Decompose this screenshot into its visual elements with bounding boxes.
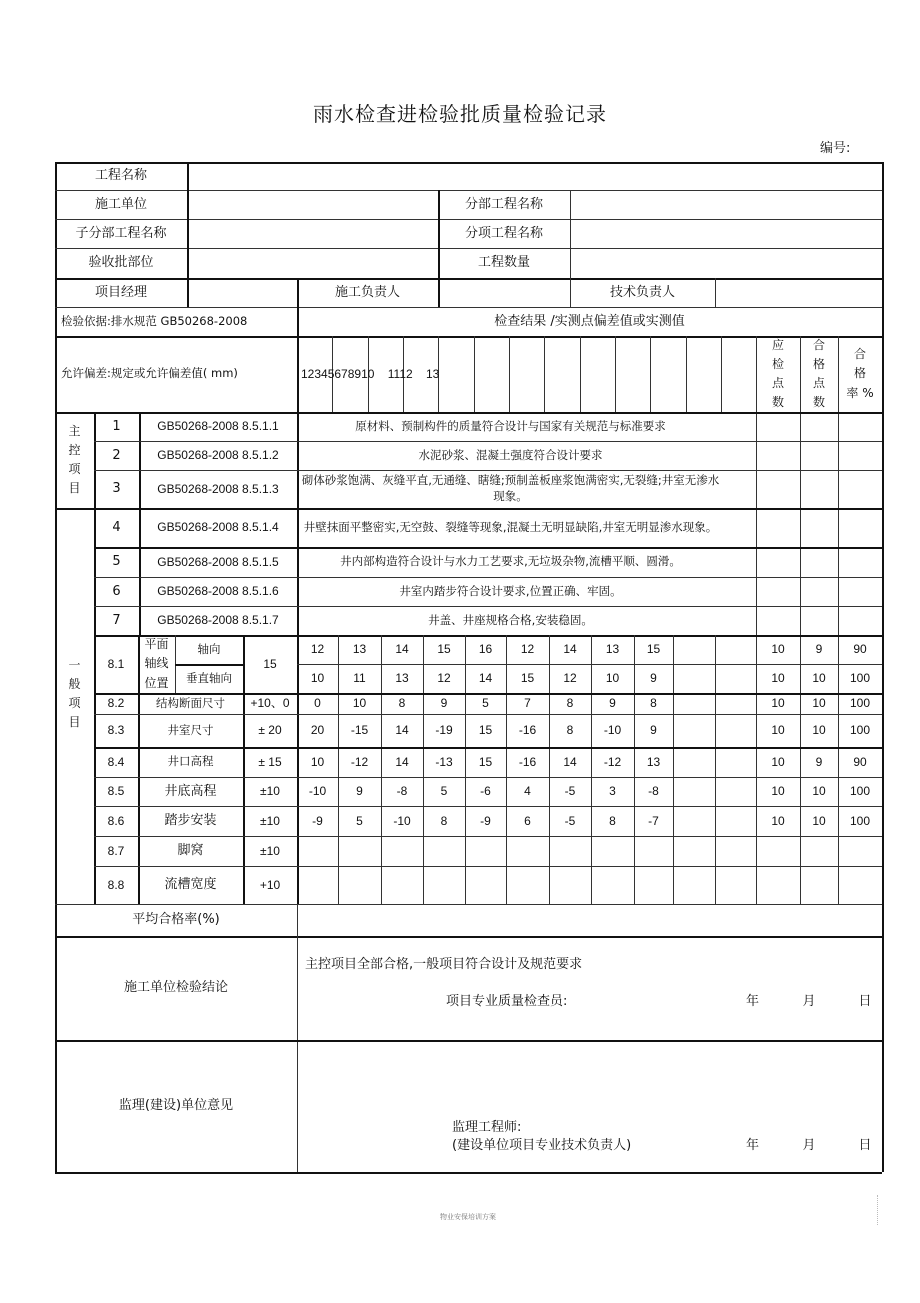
passed-count[interactable]: 10	[812, 813, 826, 828]
construction-conclusion-text: 主控项目全部合格,一般项目符合设计及规范要求	[305, 957, 583, 973]
passed-count[interactable]	[800, 836, 838, 866]
project-manager-field[interactable]	[187, 278, 297, 307]
measured-value[interactable]	[715, 777, 756, 806]
should-check-count[interactable]: 10	[771, 723, 785, 738]
measured-value[interactable]	[297, 866, 338, 904]
measured-value[interactable]: -10	[308, 784, 327, 799]
inspection-basis: 检验依据:排水规范 GB50268-2008	[61, 313, 248, 328]
qualified-points-header-char: 数	[812, 395, 825, 410]
measured-item-no: 8.7	[107, 843, 125, 858]
measured-item-no: 8.8	[107, 877, 125, 892]
supervision-opinion-label: 监理(建设)单位意见	[118, 1098, 234, 1114]
measured-value[interactable]	[715, 866, 756, 904]
measured-value[interactable]: -19	[435, 723, 453, 738]
sub-sub-project-field[interactable]	[187, 219, 438, 248]
measured-value[interactable]: -16	[518, 723, 537, 738]
measured-value[interactable]: -7	[648, 813, 659, 828]
measured-value[interactable]: 7	[524, 696, 531, 711]
table-rule-v	[650, 336, 651, 412]
general-item-code: GB50268-2008 8.5.1.5	[157, 554, 279, 569]
measured-item-no: 8.4	[107, 754, 125, 769]
pass-rate[interactable]: 90	[853, 642, 867, 657]
measured-value[interactable]	[715, 714, 756, 747]
measured-value[interactable]: 5	[356, 813, 363, 828]
main-control-item-text: 水泥砂浆、混凝土强度符合设计要求	[418, 447, 603, 462]
table-rule-v	[580, 336, 581, 412]
should-check-count[interactable]	[756, 866, 800, 904]
should-check-header	[756, 338, 800, 410]
table-rule-v	[615, 336, 616, 412]
measured-value[interactable]: -6	[480, 784, 491, 799]
date-year-label: 年	[745, 994, 759, 1010]
measured-value[interactable]: -10	[393, 813, 411, 828]
general-item-no: 7	[112, 612, 121, 628]
measured-tolerance: +10	[259, 877, 281, 892]
general-item-text: 井盖、井座规格合格,安装稳固。	[428, 612, 593, 627]
qualified-points-header-char: 合	[812, 337, 825, 352]
measured-value[interactable]	[715, 693, 756, 714]
sub-project-field[interactable]	[570, 190, 882, 219]
measured-value[interactable]: 15	[646, 642, 661, 657]
general-item-text: 井壁抹面平整密实,无空鼓、裂缝等现象,混凝土无明显缺陷,井室无明显渗水现象。	[303, 519, 718, 534]
construction-unit-field[interactable]	[187, 190, 438, 219]
general-item-code: GB50268-2008 8.5.1.6	[157, 584, 279, 599]
measured-value[interactable]	[591, 836, 634, 866]
table-rule-v	[544, 336, 545, 412]
item-project-field[interactable]	[570, 219, 882, 248]
batch-location-field[interactable]	[187, 248, 438, 278]
measured-value[interactable]: 10	[310, 671, 325, 686]
measured-value[interactable]: 5	[440, 784, 448, 799]
measured-value[interactable]: 20	[310, 723, 325, 738]
measured-value[interactable]: 15	[437, 642, 451, 657]
general-item-text: 井室内踏步符合设计要求,位置正确、牢固。	[399, 583, 622, 598]
tolerance-header: 允许偏差:规定或允许偏差值( mm)	[61, 366, 238, 381]
measured-value[interactable]	[506, 866, 549, 904]
measured-value[interactable]: 12	[310, 642, 325, 657]
qualified-rate-header	[838, 338, 882, 410]
plane-axis-name-char: 位置	[144, 675, 169, 690]
sub-sub-project-label: 子分部工程名称	[75, 225, 167, 241]
measured-value[interactable]: 8	[440, 813, 448, 828]
general-items-label	[55, 608, 94, 780]
technical-lead-label: 技术负责人	[609, 284, 675, 300]
pass-rate[interactable]: 100	[849, 813, 871, 828]
date-day-label: 日	[858, 1138, 872, 1154]
measured-value[interactable]	[715, 635, 756, 664]
measured-tolerance: 15	[263, 656, 277, 671]
measured-value[interactable]: 9	[650, 723, 657, 738]
batch-location-label: 验收批部位	[88, 255, 154, 271]
construction-conclusion-label: 施工单位检验结论	[123, 980, 228, 996]
measured-value[interactable]	[381, 866, 423, 904]
technical-lead-field[interactable]	[715, 278, 882, 307]
measured-value[interactable]	[465, 866, 506, 904]
measured-value[interactable]	[506, 836, 549, 866]
pass-rate[interactable]: 100	[849, 696, 871, 711]
qualified-points-header-char: 点	[812, 376, 825, 390]
measured-value[interactable]: 14	[395, 642, 409, 657]
measured-tolerance: ± 20	[258, 723, 282, 738]
pass-rate[interactable]: 100	[849, 784, 871, 799]
main-control-label-char: 主	[68, 423, 81, 438]
average-rate-field[interactable]	[297, 904, 882, 936]
construction-lead-label: 施工负责人	[334, 284, 400, 300]
measured-item-name: 流槽宽度	[164, 877, 217, 893]
measured-value[interactable]: 5	[482, 696, 489, 711]
measured-value[interactable]	[673, 836, 715, 866]
measured-value[interactable]: 8	[566, 723, 574, 738]
measured-value[interactable]: 8	[650, 696, 657, 711]
table-rule-h	[55, 1172, 882, 1174]
measured-value[interactable]	[673, 866, 715, 904]
measured-value[interactable]	[673, 664, 715, 693]
vertical-axial-label: 垂直轴向	[186, 670, 232, 685]
measured-value[interactable]: 15	[520, 671, 535, 686]
sub-project-label: 分部工程名称	[464, 196, 543, 212]
general-item-text: 井内部构造符合设计与水力工艺要求,无垃圾杂物,流槽平顺、圆滑。	[340, 554, 681, 569]
measured-value[interactable]: -10	[603, 723, 622, 738]
measured-value[interactable]	[673, 714, 715, 747]
table-rule-v	[686, 336, 687, 412]
measured-value[interactable]: -9	[312, 813, 323, 828]
should-check-count[interactable]: 10	[771, 642, 785, 657]
qualified-rate-header-char: 格	[853, 366, 866, 381]
date-day-label: 日	[858, 994, 872, 1010]
main-control-item-no: 2	[112, 447, 121, 463]
measured-value[interactable]	[673, 747, 715, 777]
measured-value[interactable]	[549, 866, 591, 904]
should-check-count[interactable]: 10	[771, 696, 785, 711]
table-rule-v	[882, 162, 884, 1172]
plane-axis-name-char: 轴线	[144, 656, 169, 671]
measured-value[interactable]	[715, 747, 756, 777]
measured-value[interactable]: -12	[603, 754, 622, 769]
measured-value[interactable]	[634, 866, 673, 904]
document-number-label: 编号:	[820, 141, 851, 156]
general-item-no: 4	[112, 519, 121, 535]
measured-value[interactable]: 8	[609, 813, 616, 828]
measured-value[interactable]: 12	[520, 642, 535, 657]
measured-value[interactable]	[423, 866, 465, 904]
measured-value[interactable]: 9	[440, 696, 448, 711]
measured-value[interactable]: 3	[609, 784, 616, 799]
main-control-label-char: 项	[68, 462, 81, 476]
pass-rate[interactable]	[838, 866, 882, 904]
measured-value[interactable]: -16	[518, 754, 537, 769]
page-edge-marker	[877, 1195, 878, 1225]
measured-item-name: 结构断面尺寸	[156, 695, 225, 710]
measured-value[interactable]: 8	[398, 696, 406, 711]
measured-value[interactable]: 16	[478, 642, 493, 657]
should-check-header-char: 数	[771, 395, 784, 410]
should-check-count[interactable]: 10	[771, 784, 785, 799]
pass-rate[interactable]: 90	[853, 754, 867, 769]
measured-item-no: 8.6	[107, 813, 125, 828]
quality-inspector-label: 项目专业质量检查员:	[446, 994, 568, 1010]
measured-value[interactable]: 14	[563, 642, 577, 657]
measured-value[interactable]: -12	[350, 754, 369, 769]
measured-value[interactable]	[634, 836, 673, 866]
measured-value[interactable]: 9	[609, 696, 616, 711]
measured-value[interactable]: -9	[480, 813, 491, 828]
should-check-count[interactable]	[756, 836, 800, 866]
measured-value[interactable]: 6	[524, 813, 531, 828]
measured-value[interactable]: 8	[566, 696, 574, 711]
supervisor-engineer-label: 监理工程师:	[452, 1120, 522, 1136]
measured-value[interactable]	[673, 777, 715, 806]
should-check-count[interactable]: 10	[771, 813, 785, 828]
main-control-item-code: GB50268-2008 8.5.1.1	[157, 419, 279, 434]
measured-value[interactable]: -13	[435, 754, 453, 769]
measured-value[interactable]: -15	[350, 723, 369, 738]
measured-item-no: 8.1	[107, 656, 125, 671]
passed-count[interactable]	[800, 866, 838, 904]
measured-value[interactable]: -8	[648, 784, 659, 799]
should-check-header-char: 点	[771, 376, 784, 390]
measured-item-no: 8.2	[107, 696, 125, 711]
measured-item-no: 8.3	[107, 723, 125, 738]
date-month-label: 月	[802, 1138, 816, 1154]
should-check-header-char: 应	[771, 337, 784, 352]
measured-value[interactable]: 12	[437, 671, 451, 686]
general-items-label-char: 一	[68, 657, 81, 672]
measured-value[interactable]	[591, 866, 634, 904]
measured-value[interactable]: 13	[646, 754, 661, 769]
table-rule-v	[509, 336, 510, 412]
general-item-no: 5	[112, 554, 121, 570]
passed-count[interactable]: 10	[812, 696, 826, 711]
measured-value[interactable]: 13	[352, 642, 367, 657]
measured-value[interactable]	[338, 836, 381, 866]
pass-rate[interactable]: 100	[849, 723, 871, 738]
measured-value[interactable]	[297, 836, 338, 866]
quantity-label: 工程数量	[477, 255, 530, 271]
date-year-label: 年	[745, 1138, 759, 1154]
main-control-label-char: 控	[68, 442, 81, 457]
pass-rate[interactable]: 100	[849, 671, 871, 686]
axial-label: 轴向	[197, 641, 221, 656]
measured-item-no: 8.5	[107, 784, 125, 799]
qualified-points-header	[800, 338, 838, 410]
measured-value[interactable]: 14	[395, 723, 409, 738]
general-item-code: GB50268-2008 8.5.1.7	[157, 613, 279, 628]
project-name-field[interactable]	[187, 162, 882, 190]
general-items-label-char: 目	[68, 715, 81, 730]
passed-count[interactable]: 10	[812, 784, 826, 799]
average-rate-label: 平均合格率(%)	[132, 912, 220, 928]
measured-tolerance: +10、0	[250, 696, 290, 711]
quantity-field[interactable]	[570, 248, 882, 278]
date-month-label: 月	[802, 994, 816, 1010]
construction-lead-field[interactable]	[438, 278, 570, 307]
measured-value[interactable]: 15	[478, 723, 493, 738]
main-control-item-text: 砌体砂浆饱满、灰缝平直,无通缝、瞎缝;预制盖板座浆饱满密实,无裂缝;井室无渗水现象。	[301, 473, 720, 503]
measured-item-name: 井室尺寸	[167, 722, 214, 737]
owner-tech-lead-label: (建设单位项目专业技术负责人)	[452, 1138, 632, 1154]
measured-value[interactable]: 10	[310, 754, 325, 769]
measured-value[interactable]: 10	[352, 696, 367, 711]
measured-value[interactable]: 11	[353, 671, 366, 686]
measured-value[interactable]	[715, 664, 756, 693]
main-control-item-no: 1	[112, 418, 121, 434]
results-header: 检查结果 /实测点偏差值或实测值	[494, 313, 685, 329]
measured-value[interactable]: 10	[605, 671, 620, 686]
measured-item-name: 脚窝	[177, 843, 204, 859]
main-control-item-code: GB50268-2008 8.5.1.3	[157, 481, 279, 496]
page-footer: 物业安保培训方案	[440, 1213, 496, 1221]
measured-value[interactable]	[715, 806, 756, 836]
passed-count[interactable]: 9	[815, 754, 823, 769]
document-title: 雨水检查进检验批质量检验记录	[313, 102, 607, 126]
table-rule-h	[175, 664, 243, 666]
measured-value[interactable]	[673, 806, 715, 836]
measured-value[interactable]: 12	[563, 671, 577, 686]
qualified-rate-header-char: 合	[853, 347, 866, 362]
general-item-code: GB50268-2008 8.5.1.4	[157, 520, 279, 535]
measured-value[interactable]: 9	[356, 784, 363, 799]
measured-value[interactable]: -8	[396, 784, 408, 799]
measured-value[interactable]: 14	[478, 671, 493, 686]
main-control-item-no: 3	[112, 481, 121, 497]
measured-tolerance: ±10	[260, 784, 280, 799]
project-name-label: 工程名称	[94, 168, 147, 184]
construction-unit-label: 施工单位	[94, 196, 147, 212]
main-control-item-code: GB50268-2008 8.5.1.2	[157, 448, 279, 463]
measured-value[interactable]	[673, 693, 715, 714]
point-numbers: 12345678910 1112 13	[301, 366, 440, 381]
measured-tolerance: ±10	[260, 843, 280, 858]
measured-value[interactable]: 0	[314, 696, 321, 711]
table-rule-v	[297, 904, 298, 1172]
passed-count[interactable]: 9	[815, 642, 823, 657]
measured-value[interactable]	[549, 836, 591, 866]
measured-value[interactable]	[338, 866, 381, 904]
measured-value[interactable]	[423, 836, 465, 866]
main-control-label	[55, 412, 94, 508]
qualified-points-header-char: 格	[812, 356, 825, 371]
measured-value[interactable]: 14	[563, 754, 577, 769]
should-check-header-char: 检	[771, 356, 784, 371]
general-item-no: 6	[112, 583, 121, 599]
measured-item-name: 踏步安装	[164, 813, 217, 829]
should-check-count[interactable]: 10	[771, 754, 785, 769]
should-check-count[interactable]: 10	[771, 671, 785, 686]
table-rule-v	[721, 336, 722, 412]
measured-value[interactable]: 9	[650, 671, 657, 686]
measured-value[interactable]	[673, 635, 715, 664]
general-items-label-char: 般	[68, 676, 81, 691]
plane-axis-name	[138, 637, 175, 691]
main-control-label-char: 目	[68, 481, 81, 496]
plane-axis-name-char: 平面	[144, 637, 169, 652]
measured-value[interactable]: 13	[395, 671, 409, 686]
qualified-rate-header-char: 率 %	[846, 385, 874, 400]
measured-value[interactable]	[381, 836, 423, 866]
passed-count[interactable]: 10	[812, 723, 826, 738]
measured-tolerance: ±10	[260, 813, 280, 828]
general-items-label-char: 项	[68, 696, 81, 710]
pass-rate[interactable]	[838, 836, 882, 866]
measured-value[interactable]	[465, 836, 506, 866]
measured-value[interactable]: 13	[605, 642, 620, 657]
item-project-label: 分项工程名称	[464, 225, 543, 241]
measured-value[interactable]: 15	[478, 754, 493, 769]
measured-value[interactable]: 14	[395, 754, 409, 769]
measured-item-name: 井口高程	[167, 754, 214, 769]
measured-value[interactable]: -5	[564, 784, 576, 799]
main-control-item-text: 原材料、预制构件的质量符合设计与国家有关规范与标准要求	[355, 418, 666, 433]
measured-value[interactable]: 4	[524, 784, 531, 799]
measured-value[interactable]	[715, 836, 756, 866]
passed-count[interactable]: 10	[812, 671, 826, 686]
measured-item-name: 井底高程	[164, 783, 217, 799]
measured-value[interactable]: -5	[564, 813, 576, 828]
project-manager-label: 项目经理	[94, 284, 147, 300]
measured-tolerance: ± 15	[258, 754, 282, 769]
